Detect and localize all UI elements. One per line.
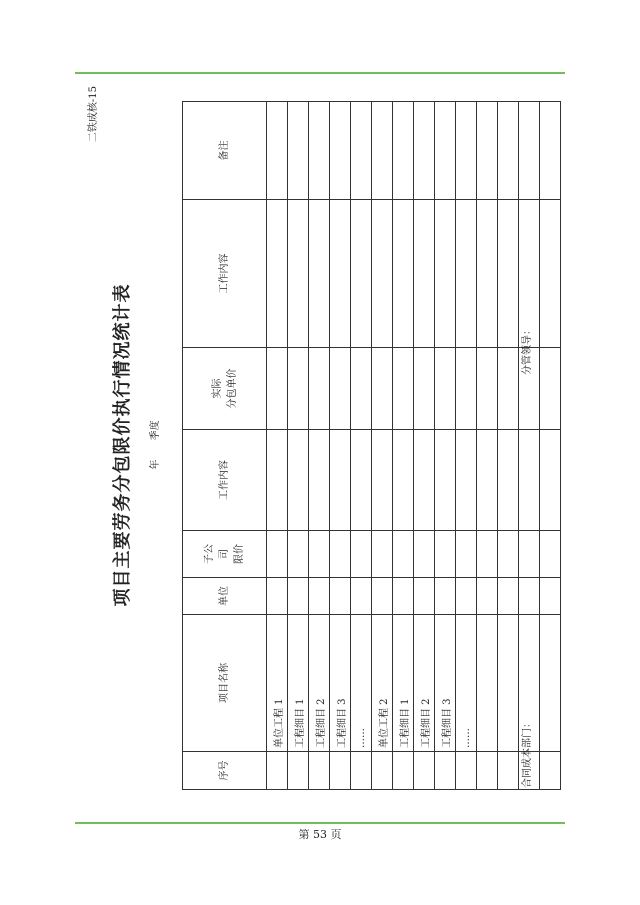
- header-work-content-1: 工作内容: [183, 430, 267, 531]
- table-cell: [498, 200, 519, 348]
- row-project-name: [498, 615, 519, 752]
- table-cell: [372, 531, 393, 578]
- table-row: [477, 102, 498, 790]
- table-cell: [267, 578, 288, 615]
- table-cell: [498, 430, 519, 531]
- row-project-name: [477, 615, 498, 752]
- table-cell: [456, 200, 477, 348]
- row-project-name: ……: [456, 615, 477, 752]
- table-cell: [519, 531, 540, 578]
- table-cell: [288, 102, 309, 200]
- table-cell: [288, 348, 309, 430]
- table-cell: [372, 752, 393, 790]
- period-line: [146, 80, 161, 810]
- table-cell: [309, 752, 330, 790]
- table-cell: [498, 348, 519, 430]
- table-cell: [309, 348, 330, 430]
- header-project-name: 项目名称: [183, 615, 267, 752]
- table-cell: [498, 102, 519, 200]
- table-cell: [477, 531, 498, 578]
- table-body: [267, 102, 561, 790]
- table-row: [393, 102, 414, 790]
- header-rule: [75, 72, 565, 74]
- table-row: [540, 102, 561, 790]
- table-cell: [540, 348, 561, 430]
- table-cell: [456, 348, 477, 430]
- table-cell: [372, 430, 393, 531]
- table-cell: [456, 102, 477, 200]
- table-cell: [435, 752, 456, 790]
- table-cell: [519, 578, 540, 615]
- table-cell: [330, 531, 351, 578]
- table-cell: [351, 430, 372, 531]
- table-cell: [414, 430, 435, 531]
- table-cell: [267, 348, 288, 430]
- row-project-name: 工程细目 2: [414, 615, 435, 752]
- table-cell: [351, 102, 372, 200]
- table-cell: [288, 752, 309, 790]
- form-title: 项目主要劳务分包限价执行情况统计表: [112, 283, 133, 607]
- statistics-table: [182, 101, 561, 790]
- table-row: [309, 102, 330, 790]
- table-cell: [330, 430, 351, 531]
- table-row: [330, 102, 351, 790]
- table-cell: [540, 200, 561, 348]
- table-cell: [435, 348, 456, 430]
- table-cell: [393, 348, 414, 430]
- table-cell: [351, 531, 372, 578]
- table-cell: [435, 531, 456, 578]
- table-cell: [414, 102, 435, 200]
- table-cell: [267, 531, 288, 578]
- header-unit: 单位: [183, 578, 267, 615]
- table-row: [519, 102, 540, 790]
- table-cell: [351, 200, 372, 348]
- table-cell: [456, 578, 477, 615]
- table-row: [288, 102, 309, 790]
- row-project-name: 单位工程 2: [372, 615, 393, 752]
- table-cell: [351, 348, 372, 430]
- table-cell: [477, 348, 498, 430]
- table-cell: [330, 102, 351, 200]
- quarter-label: 季度: [150, 420, 161, 441]
- row-project-name: 工程细目 1: [288, 615, 309, 752]
- table-cell: [288, 200, 309, 348]
- table-cell: [393, 102, 414, 200]
- table-cell: [477, 200, 498, 348]
- table-cell: [435, 430, 456, 531]
- rotated-form: [80, 80, 533, 810]
- table-cell: [288, 578, 309, 615]
- table-cell: [309, 102, 330, 200]
- table-cell: [267, 200, 288, 348]
- table-cell: [498, 752, 519, 790]
- table-cell: [414, 348, 435, 430]
- table-cell: [456, 430, 477, 531]
- table-cell: [498, 578, 519, 615]
- table-header-row: [183, 102, 267, 790]
- row-project-name: 单位工程 1: [267, 615, 288, 752]
- table-cell: [477, 752, 498, 790]
- row-project-name: ……: [351, 615, 372, 752]
- table-cell: [351, 578, 372, 615]
- header-sub-company-limit-line2: 司: [219, 549, 230, 559]
- table-cell: [309, 430, 330, 531]
- table-cell: [372, 578, 393, 615]
- table-cell: [330, 200, 351, 348]
- page-number: 第 53 页: [298, 828, 342, 841]
- table-cell: [288, 531, 309, 578]
- table-row: [267, 102, 288, 790]
- table-cell: [519, 102, 540, 200]
- table-cell: [435, 578, 456, 615]
- table-cell: [372, 102, 393, 200]
- table-row: [456, 102, 477, 790]
- year-label: 年: [150, 459, 161, 470]
- table-cell: [288, 430, 309, 531]
- table-row: [351, 102, 372, 790]
- table-cell: [267, 752, 288, 790]
- table-cell: [414, 531, 435, 578]
- table-cell: [540, 102, 561, 200]
- signature-cost-department: 合同成本部门：: [522, 718, 533, 788]
- row-project-name: 工程细目 3: [435, 615, 456, 752]
- table-cell: [267, 102, 288, 200]
- table-cell: [267, 430, 288, 531]
- header-actual-price: [183, 348, 267, 430]
- table-cell: [330, 752, 351, 790]
- table-cell: [456, 752, 477, 790]
- header-actual-price-line1: 实际: [211, 378, 223, 399]
- table-cell: [540, 531, 561, 578]
- table-cell: [477, 578, 498, 615]
- table-cell: [309, 200, 330, 348]
- table-cell: [435, 200, 456, 348]
- header-remarks: 备注: [183, 102, 267, 200]
- table-cell: [393, 430, 414, 531]
- table-cell: [540, 578, 561, 615]
- row-project-name: 工程细目 3: [330, 615, 351, 752]
- table-cell: [414, 578, 435, 615]
- header-actual-price-line2: 分包单价: [226, 368, 238, 409]
- signature-leader: 分管领导：: [522, 325, 533, 375]
- table-cell: [393, 578, 414, 615]
- header-seq: 序号: [183, 752, 267, 790]
- footer-rule: [75, 822, 565, 824]
- table-row: [414, 102, 435, 790]
- header-sub-company-limit-line3: 限价: [234, 544, 245, 564]
- table-cell: [351, 752, 372, 790]
- table-cell: [477, 430, 498, 531]
- table-cell: [393, 531, 414, 578]
- table-cell: [414, 752, 435, 790]
- table-cell: [309, 531, 330, 578]
- table-cell: [435, 102, 456, 200]
- table-row: [435, 102, 456, 790]
- table-cell: [540, 752, 561, 790]
- table-cell: [477, 102, 498, 200]
- table-cell: [498, 531, 519, 578]
- table-cell: [540, 430, 561, 531]
- table-cell: [393, 200, 414, 348]
- table-cell: [372, 200, 393, 348]
- table-cell: [519, 430, 540, 531]
- table-cell: [372, 348, 393, 430]
- table-cell: [393, 752, 414, 790]
- row-project-name: 工程细目 2: [309, 615, 330, 752]
- table-cell: [456, 531, 477, 578]
- table-row: [498, 102, 519, 790]
- row-project-name: [540, 615, 561, 752]
- table-cell: [309, 578, 330, 615]
- row-project-name: 工程细目 1: [393, 615, 414, 752]
- header-sub-company-limit: [183, 531, 267, 578]
- header-work-content-2: 工作内容: [183, 200, 267, 348]
- table-row: [372, 102, 393, 790]
- table-cell: [330, 578, 351, 615]
- header-sub-company-limit-line1: 子公: [204, 544, 215, 564]
- form-code: 二铁成核-15: [88, 86, 99, 143]
- table-cell: [330, 348, 351, 430]
- table-cell: [414, 200, 435, 348]
